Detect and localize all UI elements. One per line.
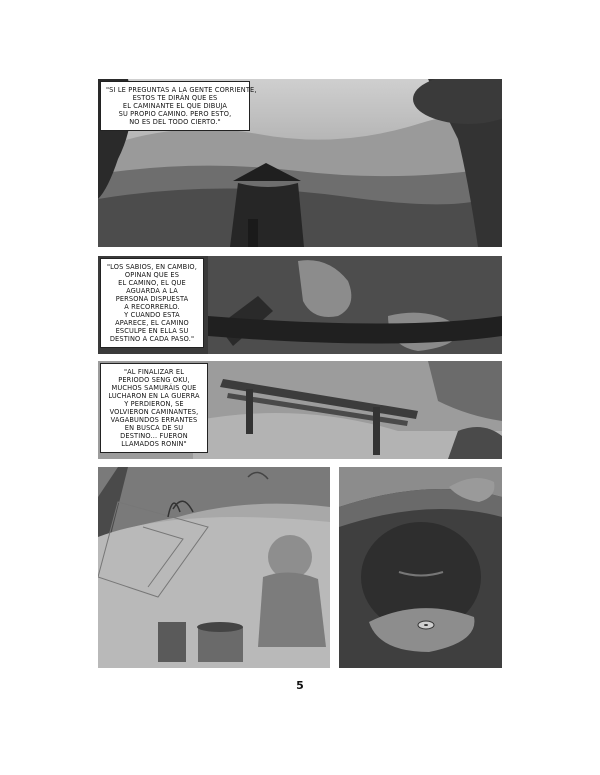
caption-line: VAGABUNDOS ERRANTES [110,416,198,424]
caption-line: AGUARDA A LA [126,287,178,295]
caption-line: EL CAMINO, EL QUE [118,279,186,287]
caption-line: Y CUANDO ESTA [124,311,180,319]
narration-caption [100,363,208,453]
comic-panel-5 [339,467,502,668]
caption-line: A RECORRERLO. [124,303,180,311]
caption-line: APARECE, EL CAMINO [115,319,189,327]
caption-line: LUCHARON EN LA GUERRA [108,392,200,400]
caption-line: OPINAN QUE ES [124,271,180,279]
caption-line: MUCHOS SAMURÁIS QUE [111,384,197,392]
narration-caption [100,81,257,131]
caption-line: ESTOS TE DIRÁN QUE ES [132,94,218,102]
comic-panel-3 [98,361,502,459]
caption-line: NO ES DEL TODO CIERTO." [129,118,221,126]
caption-line: VOLVIERON CAMINANTES, [109,408,199,416]
narration-caption [100,258,204,348]
caption-line: Y PERDIERON, SE [124,400,184,408]
seated-child-illustration [98,467,330,668]
coin-in-hand-illustration [339,467,502,668]
caption-line: LLAMADOS RONIN" [121,440,187,448]
caption-line: ESCULPE EN ELLA SU [115,327,189,335]
caption-line: EL CAMINANTE EL QUE DIBUJA [122,102,228,110]
caption-line: DESTINO... FUERON [120,432,188,440]
comic-panel-1 [98,79,502,247]
caption-line: "LOS SABIOS, EN CAMBIO, [107,263,197,271]
page-number: 5 [296,679,304,692]
caption-line: DESTINO A CADA PASO." [109,335,195,343]
caption-line: "AL FINALIZAR EL [123,368,185,376]
comic-panel-2 [98,256,502,354]
comic-panel-4 [98,467,330,668]
caption-line: "SI LE PREGUNTAS A LA GENTE CORRIENTE, [106,86,257,94]
caption-line: PERSONA DISPUESTA [115,295,189,303]
caption-line: EN BUSCA DE SU [124,424,184,432]
caption-line: PERIODO SENG OKU, [118,376,190,384]
caption-line: SU PROPIO CAMINO. PERO ESTO, [118,110,232,118]
